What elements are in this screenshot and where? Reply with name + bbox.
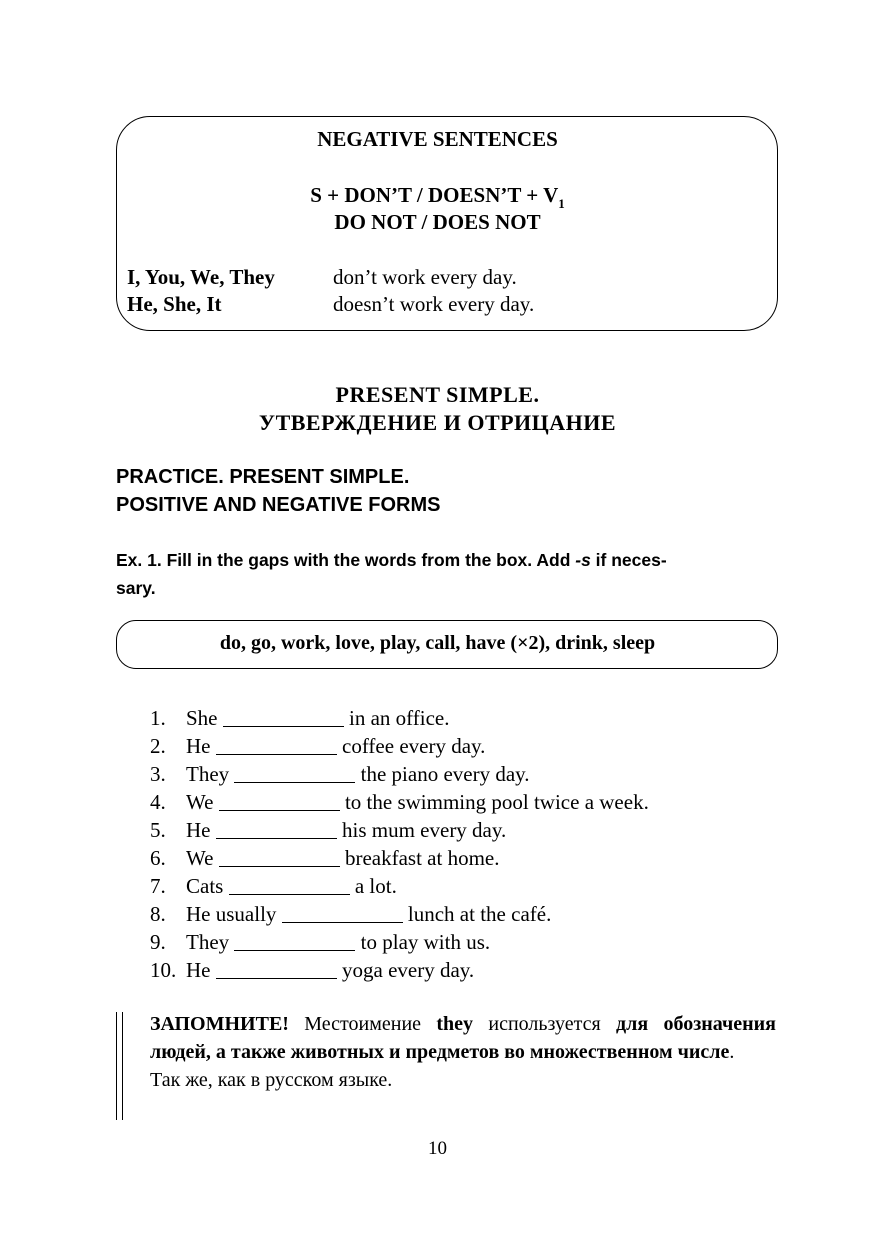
exercise-item-before: He [186, 818, 211, 842]
subject-row-2: He, She, It [127, 292, 222, 316]
practice-heading-line2: POSITIVE AND NEGATIVE FORMS [116, 494, 441, 516]
negative-formula [0, 183, 875, 212]
exercise-item-after: yoga every day. [342, 958, 475, 982]
formula-subscript: 1 [558, 196, 565, 211]
exercise-gap[interactable] [282, 904, 403, 923]
exercise-item-number: 2. [150, 734, 166, 758]
exercise-item [150, 956, 649, 984]
exercise-item-number: 3. [150, 762, 166, 786]
exercise-item-after: coffee every day. [342, 734, 486, 758]
exercise-item-number: 5. [150, 818, 166, 842]
exercise-gap[interactable] [234, 764, 355, 783]
exercise-item-after: his mum every day. [342, 818, 507, 842]
exercise-item-before: She [186, 706, 218, 730]
section-title-line1: PRESENT SIMPLE. [335, 382, 540, 407]
exercise-item-number: 1. [150, 706, 166, 730]
exercise-item-after: in an office. [349, 706, 450, 730]
exercise-item [150, 900, 649, 928]
exercise-item-number: 10. [150, 958, 177, 982]
remember-text: Местоимение [288, 1013, 437, 1035]
exercise-gap[interactable] [216, 820, 337, 839]
exercise-item-after: the piano every day. [360, 762, 530, 786]
exercise-gap[interactable] [216, 736, 337, 755]
exercise-item-before: Cats [186, 874, 224, 898]
instruction-text: Ex. 1. Fill in the gaps with the words from the box. Add [116, 550, 576, 570]
practice-heading-line1: PRACTICE. PRESENT SIMPLE. [116, 466, 410, 488]
exercise-item-before: He [186, 734, 211, 758]
instruction-text-end: if neces- [590, 550, 667, 570]
exercise-item-before: We [186, 790, 214, 814]
remember-note [150, 1010, 776, 1094]
example-row-1: don’t work every day. [333, 265, 517, 289]
word-box-text: do, go, work, love, play, call, have (×2), drink, sleep [219, 632, 656, 654]
exercise-item-after: to the swimming pool twice a week. [344, 790, 649, 814]
exercise-item [150, 704, 649, 732]
subject-row-1: I, You, We, They [127, 265, 275, 289]
exercise-item-number: 6. [150, 846, 166, 870]
negative-formula-full: DO NOT / DOES NOT [334, 210, 541, 234]
exercise-instruction [116, 550, 667, 571]
exercise-gap[interactable] [229, 876, 350, 895]
exercise-gap[interactable] [219, 848, 340, 867]
exercise-item-before: He usually [186, 902, 277, 926]
exercise-gap[interactable] [216, 960, 337, 979]
exercise-item [150, 816, 649, 844]
exercise-item-number: 7. [150, 874, 166, 898]
exercise-item [150, 928, 649, 956]
exercise-item-after: breakfast at home. [344, 846, 500, 870]
example-row-2: doesn’t work every day. [333, 292, 535, 316]
negative-box-title: NEGATIVE SENTENCES [317, 127, 558, 151]
instruction-suffix: -s [575, 550, 591, 570]
remember-last-line: Так же, как в русском языке. [150, 1069, 393, 1091]
section-title-line2: УТВЕРЖДЕНИЕ И ОТРИЦАНИЕ [258, 410, 617, 435]
remember-label: ЗАПОМНИТЕ! [150, 1013, 289, 1035]
exercise-instruction-line2: sary. [116, 578, 156, 598]
remember-text: используется [473, 1013, 616, 1035]
exercise-item [150, 732, 649, 760]
page-number: 10 [428, 1138, 447, 1159]
exercise-item-before: They [186, 762, 230, 786]
exercise-item [150, 872, 649, 900]
exercise-list [150, 704, 649, 984]
exercise-item [150, 788, 649, 816]
exercise-item-before: We [186, 846, 214, 870]
exercise-item-after: a lot. [354, 874, 397, 898]
margin-line-right [122, 1012, 123, 1120]
remember-bold-phrase: для обозначения людей, а также животных и предметов во множественном числе [150, 1013, 776, 1063]
remember-word: they [436, 1013, 474, 1035]
exercise-item [150, 760, 649, 788]
remember-text: . [729, 1041, 735, 1063]
margin-line-left [116, 1012, 117, 1120]
exercise-item-after: to play with us. [360, 930, 491, 954]
exercise-item-after: lunch at the café. [407, 902, 552, 926]
exercise-gap[interactable] [219, 792, 340, 811]
exercise-gap[interactable] [223, 708, 344, 727]
exercise-item-before: He [186, 958, 211, 982]
exercise-item-before: They [186, 930, 230, 954]
exercise-item-number: 8. [150, 902, 166, 926]
exercise-item-number: 4. [150, 790, 166, 814]
exercise-gap[interactable] [234, 932, 355, 951]
exercise-item [150, 844, 649, 872]
exercise-item-number: 9. [150, 930, 166, 954]
formula-main: S + DON’T / DOESN’T + V [310, 183, 559, 207]
